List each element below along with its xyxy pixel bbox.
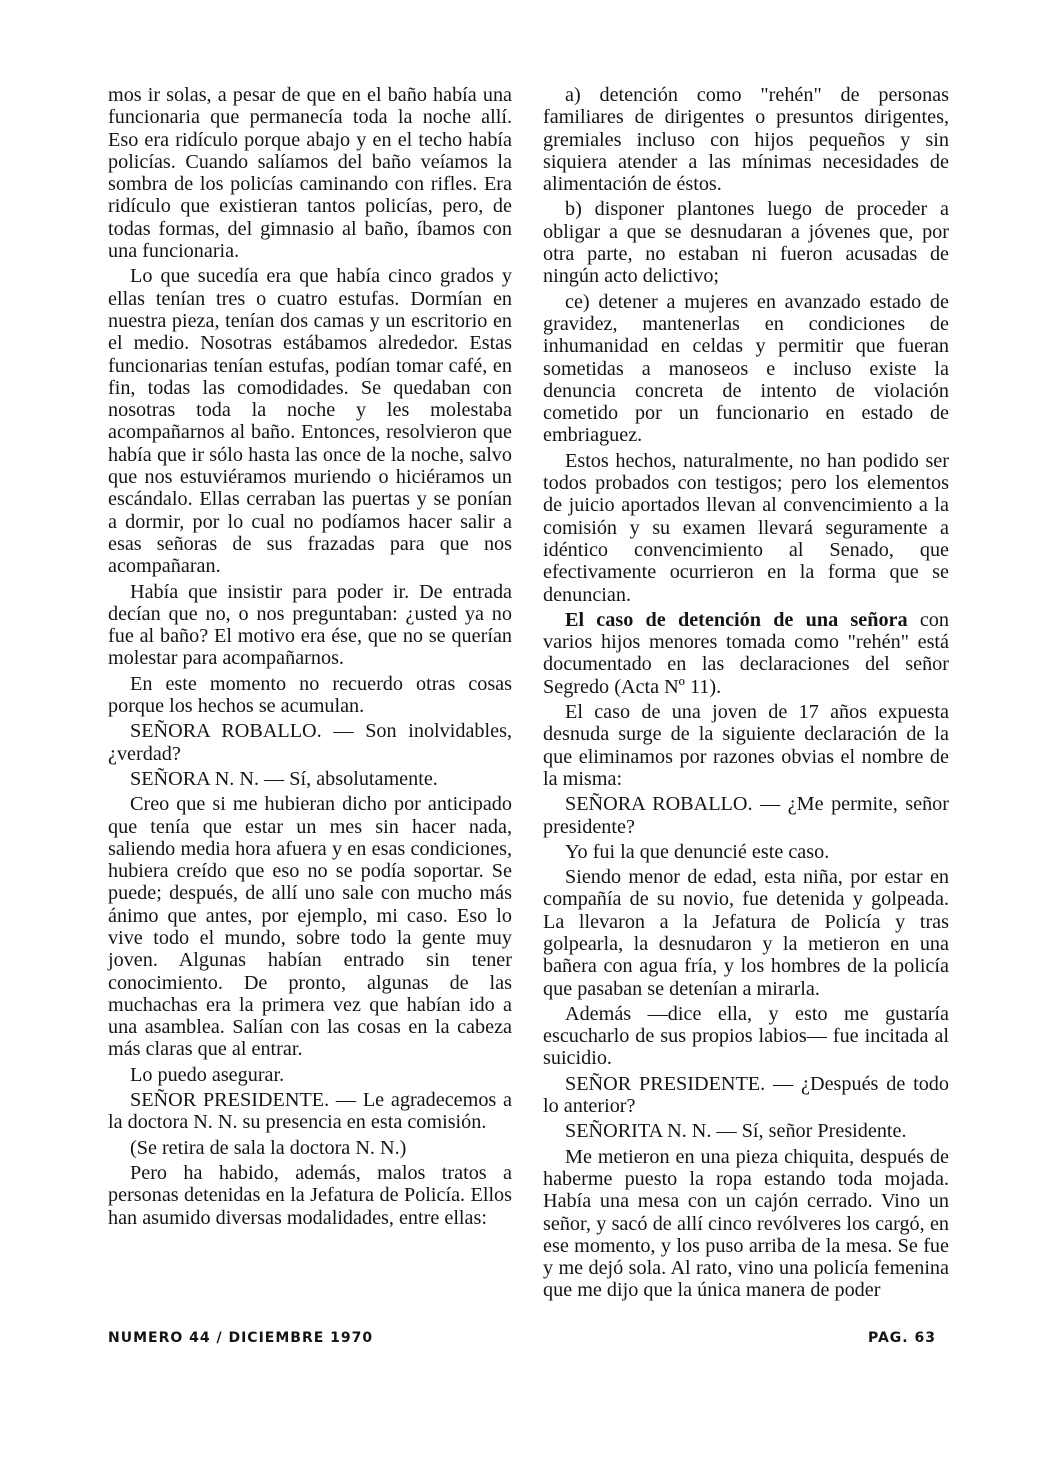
right-text-column [543,84,949,1305]
paragraph: El caso de detención de una señora con varios hijos menores tomada como "rehén" está documentado en las declaraciones del señor Segredo (Acta Nº 11). [543,608,949,698]
paragraph: (Se retira de sala la doctora N. N.) [130,1136,407,1159]
paragraph: En este momento no recuerdo otras cosas porque los hechos se acumulan. [108,672,512,718]
paragraph: Lo puedo asegurar. [130,1063,285,1086]
paragraph: Yo fui la que denuncié este caso. [565,840,830,863]
paragraph: Siendo menor de edad, esta niña, por estar en compañía de su novio, fue detenida y golpeada. La llevaron a la Jefatura de Policía y tras golpearla, la desnudaron y la metieron en una bañera con agua fría, y los hombres de la policía que pasaban se detenían a mirarla. [543,866,949,1000]
paragraph: SEÑORA N. N. — Sí, absolutamente. [130,767,438,790]
issue-footer: NUMERO 44 / DICIEMBRE 1970 [108,1330,374,1346]
paragraph: Además —dice ella, y esto me gustaría escucharlo de sus propios labios— fue incitada al suicidio. [543,1002,949,1070]
paragraph: Había que insistir para poder ir. De entrada decían que no, o nos preguntaban: ¿usted ya no fue al baño? El motivo era ése, que no se querían molestar para acompañarnos. [108,580,512,670]
paragraph: SEÑOR PRESIDENTE. — ¿Después de todo lo anterior? [543,1072,949,1118]
paragraph: ce) detener a mujeres en avanzado estado de gravidez, mantenerlas en condiciones de inhumanidad en celdas y permitir que fueran sometidas a manoseos e incluso existe la denuncia concreta de intento de violación cometido por un funcionario en estado de embriaguez. [543,290,949,447]
paragraph: Lo que sucedía era que había cinco grados y ellas tenían tres o cuatro estufas. Dormían en nuestra pieza, tenían dos camas y un escritorio en el medio. Nosotras estábamos alrededor. Estas funcionarias tenían estufas, podían tomar café, en fin, todas las comodidades. Se quedaban con nosotras toda la noche y les molestaba acompañarnos al baño. Entonces, resolvieron que había que ir sólo hasta las once de la noche, salvo que nos estuviéramos muriendo o hiciéramos un escándalo. Ellas cerraban las puertas y se ponían a dormir, por lo cual no podíamos hacer salir a esas señoras de sus frazadas para que nos acompañaran. [108,265,512,578]
bold-lead-text: El caso de detención de una señora [565,608,908,631]
paragraph: SEÑORA ROBALLO. — Son inolvidables, ¿verdad? [108,720,512,765]
paragraph: mos ir solas, a pesar de que en el baño había una funcionaria que permanecía toda la noche allí. Eso era ridículo porque abajo y en el techo había policías. Cuando salíamos del baño veíamos la sombra de los policías caminando con rifles. Era ridículo que existieran tantos policías, pero, de todas formas, del gimnasio al baño, íbamos con una funcionaria. [108,84,512,263]
paragraph: b) disponer plantones luego de proceder a obligar a que se desnudaran a jóvenes que, por otra parte, no estaban ni fueron acusadas de ningún acto delictivo; [543,198,949,288]
paragraph: Me metieron en una pieza chiquita, después de haberme puesto la ropa estando toda mojada. Había una mesa con un cajón cerrado. Vino un señor, y sacó de allí cinco revólveres los cargó, en ese momento, y los puso arriba de la mesa. Se fue y me dejó sola. Al rato, vino una policía femenina que me dijo que la única manera de poder [543,1145,949,1302]
paragraph: SEÑOR PRESIDENTE. — Le agradecemos a la doctora N. N. su presencia en esta comisión. [108,1089,512,1134]
page-number: PAG. 63 [868,1330,936,1346]
paragraph: El caso de una joven de 17 años expuesta desnuda surge de la siguiente declaración de la que eliminamos por razones obvias el nombre de la misma: [543,701,949,790]
paragraph: SEÑORA ROBALLO. — ¿Me permite, señor presidente? [543,793,949,838]
paragraph: Estos hechos, naturalmente, no han podido ser todos probados con testigos; pero los elementos de juicio aportados llevan al convencimiento a la comisión y su examen llevará seguramente a idéntico convencimiento al Senado, que efectivamente ocurrieron en la forma que se denuncian. [543,449,949,606]
paragraph: Creo que si me hubieran dicho por anticipado que tenía que estar un mes sin hacer nada, saliendo media hora afuera y en esas condiciones, hubiera creído que eso no se podía soportar. Se puede; después, de allí uno sale con mucho más ánimo que antes, por ejemplo, mi caso. Eso lo vive todo el mundo, sobre todo la gente muy joven. Algunas habían entrado sin tener conocimiento. De pronto, algunas de las muchachas era la primera vez que habían ido a una asamblea. Salían con las cosas en la cabeza más claras que al entrar. [108,793,512,1061]
paragraph: a) detención como "rehén" de personas familiares de dirigentes o presuntos dirigentes, gremiales incluso con hijos pequeños y sin siquiera atender a las mínimas necesidades de alimentación de éstos. [543,84,949,196]
paragraph: SEÑORITA N. N. — Sí, señor Presidente. [565,1120,907,1143]
left-text-column [108,84,512,1232]
paragraph: Pero ha habido, además, malos tratos a personas detenidas en la Jefatura de Policía. Ellos han asumido diversas modalidades, entre ellas: [108,1161,512,1229]
